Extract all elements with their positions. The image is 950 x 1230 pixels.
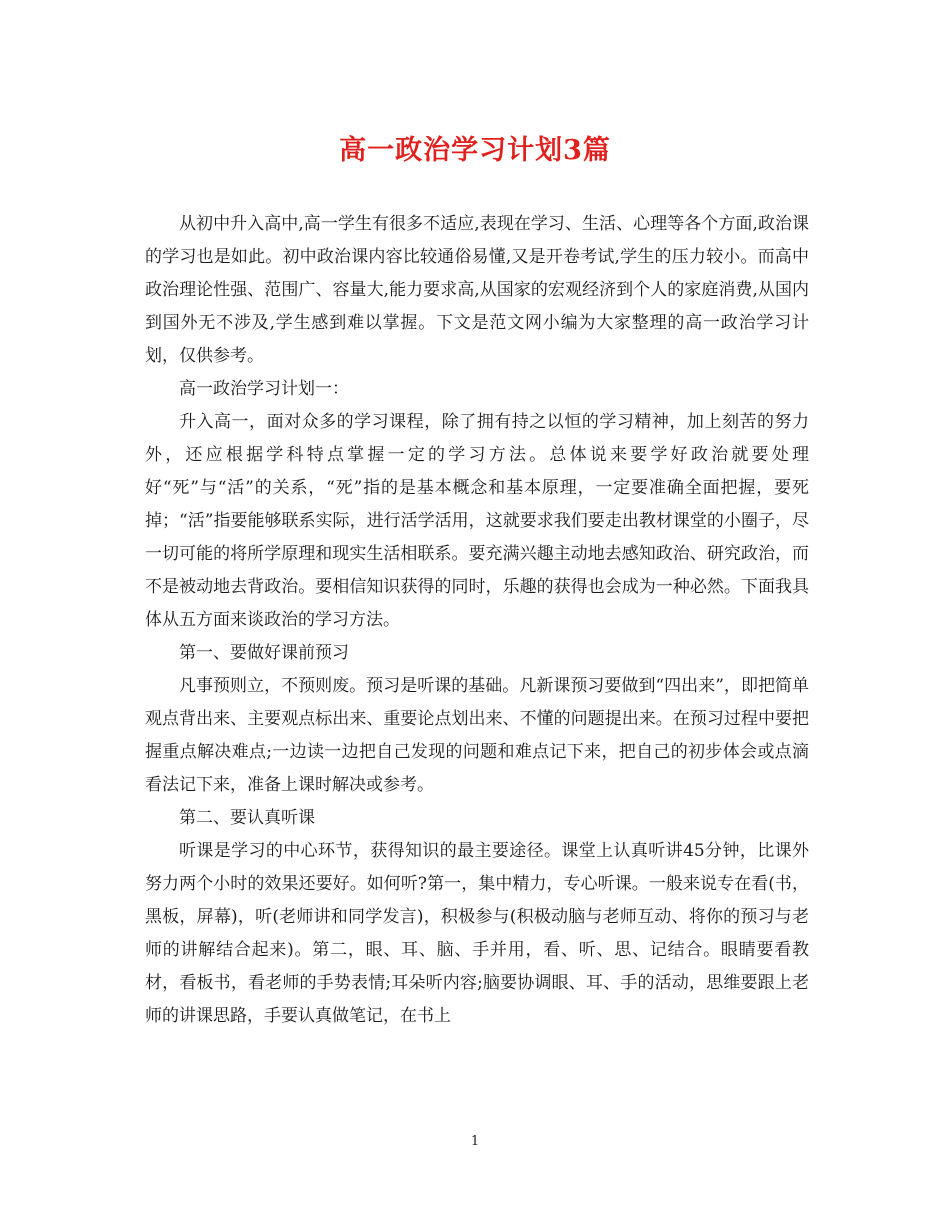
section-heading-preview: 第一、要做好课前预习 bbox=[179, 643, 349, 663]
document-title: 高一政治学习计划3篇 bbox=[339, 135, 611, 166]
intro-paragraph: 从初中升入高中,高一学生有很多不适应,表现在学习、生活、心理等各个方面,政治课的学习也是如此。初中政治课内容比较通俗易懂,又是开卷考试,学生的压力较小。而高中政治理论性强、范围广、容量大,能力要求高,从国家的宏观经济到个人的家庭消费,从国内到国外无不涉及,学生感到难以掌握。下文是范文网小编为大家整理的高一政治学习计划，仅供参考。 bbox=[145, 214, 809, 366]
body-paragraph: 凡事预则立，不预则废。预习是听课的基础。凡新课预习要做到“四出来”，即把简单观点背出来、主要观点标出来、重要论点划出来、不懂的问题提出来。在预习过程中要把握重点解决难点;一边读一边把自己发现的问题和难点记下来，把自己的初步体会或点滴看法记下来，准备上课时解决或参考。 bbox=[145, 676, 809, 795]
body-paragraph: 听课是学习的中心环节，获得知识的最主要途径。课堂上认真听讲45分钟，比课外努力两个小时的效果还要好。如何听?第一，集中精力，专心听课。一般来说专在看(书，黑板，屏幕)，听(老师讲和同学发言)，积极参与(积极动脑与老师互动、将你的预习与老师的讲解结合起来)。第二，眼、耳、脑、手并用，看、听、思、记结合。眼睛要看教材，看板书，看老师的手势表情;耳朵听内容;脑要协调眼、耳、手的活动，思维要跟上老师的讲课思路，手要认真做笔记，在书上 bbox=[145, 841, 809, 1026]
body-paragraph: 升入高一，面对众多的学习课程，除了拥有持之以恒的学习精神，加上刻苦的努力外，还应根据学科特点掌握一定的学习方法。总体说来要学好政治就要处理好“死”与“活”的关系，“死”指的是基本概念和基本原理，一定要准确全面把握，要死掉；“活”指要能够联系实际，进行活学活用，这就要求我们要走出教材课堂的小圈子，尽一切可能的将所学原理和现实生活相联系。要充满兴趣主动地去感知政治、研究政治，而不是被动地去背政治。要相信知识获得的同时，乐趣的获得也会成为一种必然。下面我具体从五方面来谈政治的学习方法。 bbox=[145, 412, 809, 630]
section-heading-plan-one: 高一政治学习计划一： bbox=[179, 379, 349, 399]
section-heading-listen: 第二、要认真听课 bbox=[179, 808, 315, 828]
page-number: 1 bbox=[470, 1134, 480, 1149]
document-body bbox=[145, 208, 809, 1033]
